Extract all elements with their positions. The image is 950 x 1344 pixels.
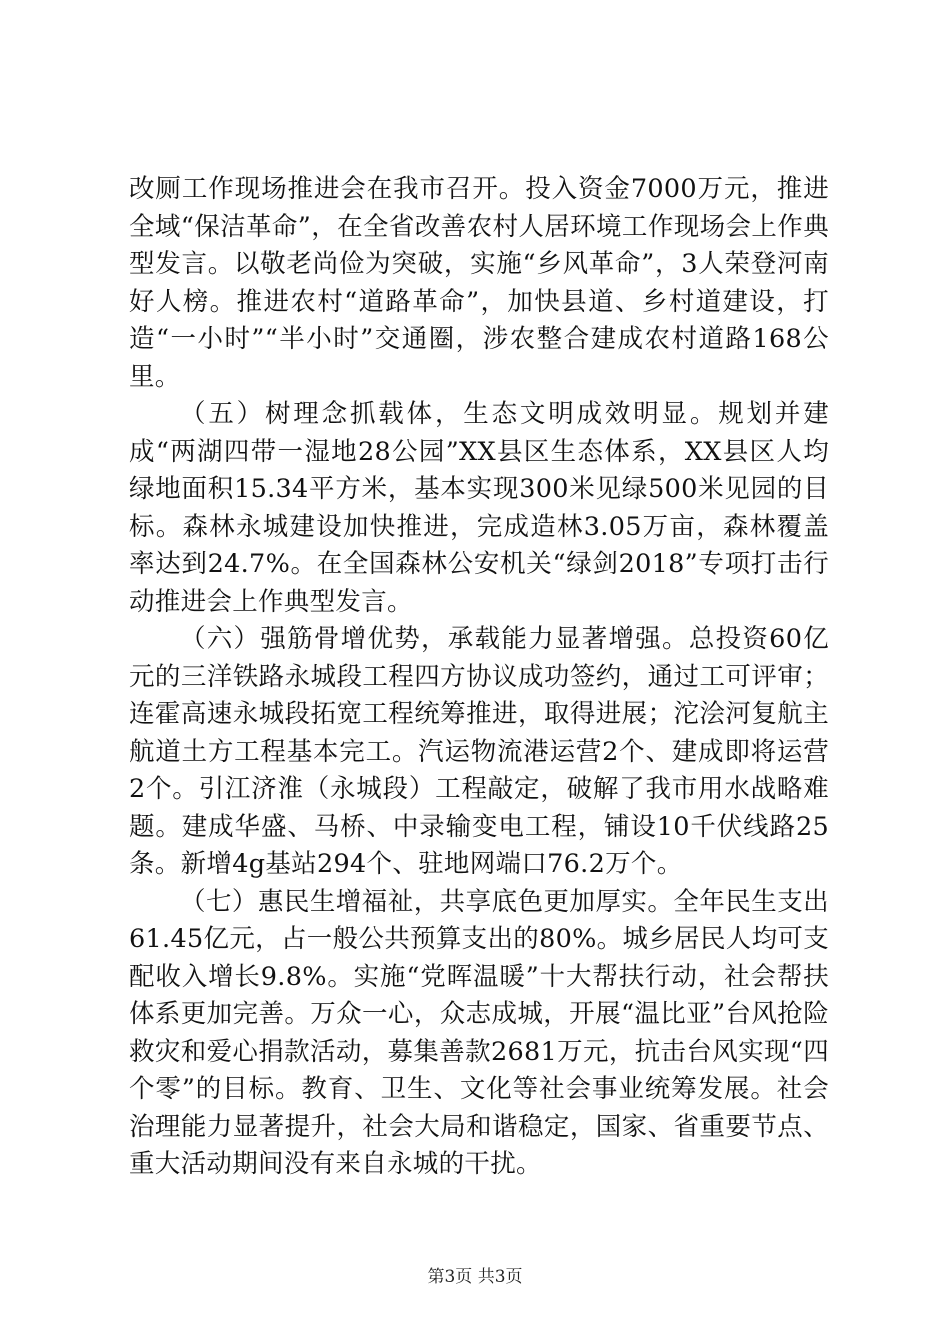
page-number-footer: 第3页 共3页 [427, 1267, 523, 1287]
paragraph-infrastructure: （六）强筋骨增优势，承载能力显著增强。总投资60亿元的三洋铁路永城段工程四方协议成功签约，通过工可评审；连霍高速永城段拓宽工程统筹推进，取得进展；沱浍河复航主航道土方工程基本完工。汽运物流港运营2个、建成即将运营2个。引江济淮（永城段）工程敲定，破解了我市用水战略难题。建成华盛、马桥、中录输变电工程，铺设10千伏线路25条。新增4g基站294个、驻地网端口76.2万个。 [129, 624, 829, 879]
paragraph-livelihood: （七）惠民生增福祉，共享底色更加厚实。全年民生支出61.45亿元，占一般公共预算支出的80%。城乡居民人均可支配收入增长9.8%。实施“党晖温暖”十大帮扶行动，社会帮扶体系更加完善。万众一心，众志成城，开展“温比亚”台风抢险救灾和爱心捐款活动，募集善款2681万元，抗击台风实现“四个零”的目标。教育、卫生、文化等社会事业统筹发展。社会治理能力显著提升，社会大局和谐稳定，国家、省重要节点、重大活动期间没有来自永城的干扰。 [129, 886, 829, 1179]
paragraph-continued: 改厕工作现场推进会在我市召开。投入资金7000万元，推进全域“保洁革命”，在全省改善农村人居环境工作现场会上作典型发言。以敬老尚俭为突破，实施“乡风革命”，3人荣登河南好人榜。推进农村“道路革命”，加快县道、乡村道建设，打造“一小时”“半小时”交通圈，涉农整合建成农村道路168公里。 [129, 174, 829, 392]
paragraph-ecology: （五）树理念抓载体，生态文明成效明显。规划并建成“两湖四带一湿地28公园”XX县区生态体系，XX县区人均绿地面积15.34平方米，基本实现300米见绿500米见园的目标。森林永城建设加快推进，完成造林3.05万亩，森林覆盖率达到24.7%。在全国森林公安机关“绿剑2018”专项打击行动推进会上作典型发言。 [129, 399, 829, 617]
document-body [129, 171, 829, 1184]
